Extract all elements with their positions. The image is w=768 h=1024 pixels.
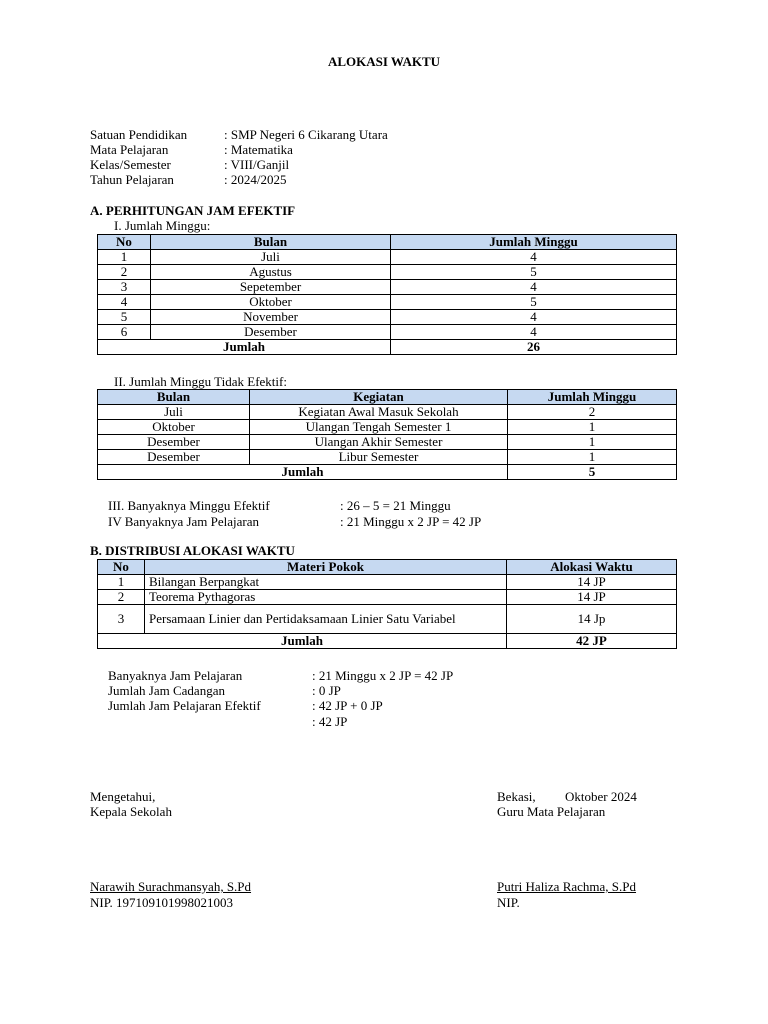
cell-no: 3 — [98, 280, 151, 295]
cell-alokasi: 14 Jp — [507, 605, 677, 634]
sig-left-nip: NIP. 197109101998021003 — [90, 895, 234, 910]
summary-label-jam: Banyaknya Jam Pelajaran — [108, 668, 243, 683]
cell-kegiatan: Libur Semester — [250, 450, 508, 465]
cell-bulan: Oktober — [151, 295, 391, 310]
table-row — [98, 325, 677, 340]
cell-kegiatan: Kegiatan Awal Masuk Sekolah — [250, 405, 508, 420]
info-label-satuan: Satuan Pendidikan — [90, 127, 188, 142]
cell-no: 5 — [98, 310, 151, 325]
header-no: No — [98, 235, 151, 250]
table-row — [98, 450, 677, 465]
sig-right-name: Putri Haliza Rachma, S.Pd — [497, 879, 637, 894]
table-row — [98, 590, 677, 605]
document-title: ALOKASI WAKTU — [327, 54, 441, 69]
cell-no: 4 — [98, 295, 151, 310]
info-value-kelas: : VIII/Ganjil — [224, 157, 290, 172]
part3-label: III. Banyaknya Minggu Efektif — [108, 498, 270, 513]
info-value-mapel: : Matematika — [224, 142, 293, 157]
part3-value: : 26 – 5 = 21 Minggu — [340, 498, 451, 513]
table-row — [98, 280, 677, 295]
info-label-kelas: Kelas/Semester — [90, 157, 171, 172]
table-row — [98, 265, 677, 280]
part4-label: IV Banyaknya Jam Pelajaran — [108, 514, 260, 529]
cell-no: 1 — [98, 250, 151, 265]
summary-value-total: : 42 JP — [312, 714, 348, 729]
total-value: 5 — [508, 465, 677, 480]
cell-bulan: Desember — [98, 450, 250, 465]
cell-no: 2 — [98, 265, 151, 280]
cell-bulan: Desember — [98, 435, 250, 450]
cell-materi: Persamaan Linier dan Pertidaksamaan Linier Satu Variabel — [145, 605, 507, 634]
total-value: 26 — [391, 340, 677, 355]
summary-label-efektif: Jumlah Jam Pelajaran Efektif — [108, 698, 261, 713]
part4-value: : 21 Minggu x 2 JP = 42 JP — [340, 514, 482, 529]
table-row — [98, 310, 677, 325]
table-row — [98, 420, 677, 435]
cell-jumlah: 4 — [391, 250, 677, 265]
table-row — [98, 435, 677, 450]
sig-right-nip: NIP. — [497, 895, 520, 910]
cell-bulan: Agustus — [151, 265, 391, 280]
cell-bulan: Desember — [151, 325, 391, 340]
table-row — [98, 250, 677, 265]
table-header-row — [98, 560, 677, 575]
cell-jumlah: 1 — [508, 420, 677, 435]
part2-label: II. Jumlah Minggu Tidak Efektif: — [114, 374, 287, 389]
info-value-tahun: : 2024/2025 — [224, 172, 287, 187]
table-row — [98, 405, 677, 420]
info-label-mapel: Mata Pelajaran — [90, 142, 169, 157]
cell-jumlah: 5 — [391, 265, 677, 280]
header-jumlah-minggu: Jumlah Minggu — [391, 235, 677, 250]
cell-jumlah: 4 — [391, 325, 677, 340]
jumlah-minggu-table — [97, 234, 677, 355]
summary-value-jam: : 21 Minggu x 2 JP = 42 JP — [312, 668, 454, 683]
info-value-satuan: : SMP Negeri 6 Cikarang Utara — [224, 127, 388, 142]
table-total-row — [98, 340, 677, 355]
cell-alokasi: 14 JP — [507, 590, 677, 605]
table-header-row — [98, 390, 677, 405]
cell-jumlah: 4 — [391, 310, 677, 325]
header-materi: Materi Pokok — [145, 560, 507, 575]
table-total-row — [98, 634, 677, 649]
cell-no: 6 — [98, 325, 151, 340]
header-no: No — [98, 560, 145, 575]
summary-label-cadangan: Jumlah Jam Cadangan — [108, 683, 225, 698]
cell-bulan: Juli — [151, 250, 391, 265]
cell-bulan: Sepetember — [151, 280, 391, 295]
summary-value-efektif: : 42 JP + 0 JP — [312, 698, 383, 713]
cell-no: 3 — [98, 605, 145, 634]
sig-left-name: Narawih Surachmansyah, S.Pd — [90, 879, 252, 894]
cell-jumlah: 4 — [391, 280, 677, 295]
distribusi-table — [97, 559, 677, 649]
header-bulan: Bulan — [151, 235, 391, 250]
header-kegiatan: Kegiatan — [250, 390, 508, 405]
total-label: Jumlah — [98, 465, 508, 480]
total-label: Jumlah — [98, 634, 507, 649]
sig-right-place: Bekasi, — [497, 789, 536, 804]
table-row — [98, 575, 677, 590]
minggu-tidak-efektif-table — [97, 389, 677, 480]
cell-kegiatan: Ulangan Tengah Semester 1 — [250, 420, 508, 435]
cell-bulan: Juli — [98, 405, 250, 420]
sig-left-role: Kepala Sekolah — [90, 804, 172, 819]
cell-jumlah: 2 — [508, 405, 677, 420]
cell-no: 2 — [98, 590, 145, 605]
cell-jumlah: 5 — [391, 295, 677, 310]
header-jumlah-minggu: Jumlah Minggu — [508, 390, 677, 405]
info-label-tahun: Tahun Pelajaran — [90, 172, 174, 187]
section-a-heading: A. PERHITUNGAN JAM EFEKTIF — [90, 203, 296, 218]
cell-jumlah: 1 — [508, 450, 677, 465]
sig-left-mengetahui: Mengetahui, — [90, 789, 156, 804]
summary-value-cadangan: : 0 JP — [312, 683, 341, 698]
total-label: Jumlah — [98, 340, 391, 355]
table-header-row — [98, 235, 677, 250]
cell-bulan: November — [151, 310, 391, 325]
header-bulan: Bulan — [98, 390, 250, 405]
section-b-heading: B. DISTRIBUSI ALOKASI WAKTU — [90, 543, 295, 558]
cell-no: 1 — [98, 575, 145, 590]
table-row — [98, 295, 677, 310]
table-row — [98, 605, 677, 634]
cell-alokasi: 14 JP — [507, 575, 677, 590]
cell-jumlah: 1 — [508, 435, 677, 450]
cell-materi: Teorema Pythagoras — [145, 590, 507, 605]
header-alokasi: Alokasi Waktu — [507, 560, 677, 575]
cell-kegiatan: Ulangan Akhir Semester — [250, 435, 508, 450]
table-total-row — [98, 465, 677, 480]
sig-right-date: Oktober 2024 — [565, 789, 637, 804]
cell-materi: Bilangan Berpangkat — [145, 575, 507, 590]
sig-right-role: Guru Mata Pelajaran — [497, 804, 606, 819]
total-value: 42 JP — [507, 634, 677, 649]
cell-bulan: Oktober — [98, 420, 250, 435]
part1-label: I. Jumlah Minggu: — [114, 218, 211, 233]
